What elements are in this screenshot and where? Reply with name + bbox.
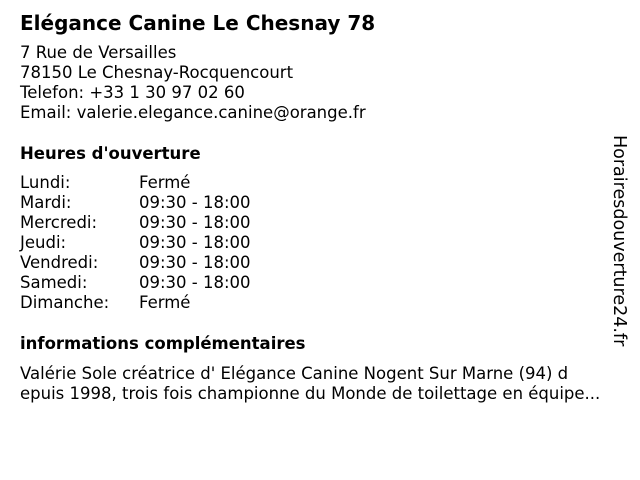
hours-heading: Heures d'ouverture bbox=[20, 144, 201, 163]
address-street: 7 Rue de Versailles bbox=[20, 43, 177, 62]
hours-time: 09:30 - 18:00 bbox=[139, 193, 251, 212]
hours-row-mercredi bbox=[20, 213, 320, 233]
hours-row-dimanche bbox=[20, 293, 320, 313]
hours-day: Mardi: bbox=[20, 193, 72, 212]
phone-number: Telefon: +33 1 30 97 02 60 bbox=[20, 83, 245, 102]
hours-row-jeudi bbox=[20, 233, 320, 253]
info-heading: informations complémentaires bbox=[20, 334, 306, 353]
hours-time: 09:30 - 18:00 bbox=[139, 233, 251, 252]
hours-row-vendredi bbox=[20, 253, 320, 273]
hours-row-samedi bbox=[20, 273, 320, 293]
hours-time: Fermé bbox=[139, 173, 191, 192]
email-address: Email: valerie.elegance.canine@orange.fr bbox=[20, 103, 366, 122]
contact-block bbox=[20, 43, 366, 123]
hours-row-mardi bbox=[20, 193, 320, 213]
hours-day: Lundi: bbox=[20, 173, 71, 192]
hours-time: 09:30 - 18:00 bbox=[139, 213, 251, 232]
site-watermark: Horairesdouverture24.fr bbox=[609, 135, 629, 347]
info-line-2: epuis 1998, trois fois championne du Monde de toilettage en équipe... bbox=[20, 384, 601, 403]
business-name: Elégance Canine Le Chesnay 78 bbox=[20, 11, 376, 35]
hours-day: Samedi: bbox=[20, 273, 88, 292]
hours-time: Fermé bbox=[139, 293, 191, 312]
hours-day: Vendredi: bbox=[20, 253, 99, 272]
info-description bbox=[20, 364, 600, 404]
hours-time: 09:30 - 18:00 bbox=[139, 253, 251, 272]
hours-table bbox=[20, 173, 320, 313]
hours-day: Dimanche: bbox=[20, 293, 110, 312]
hours-time: 09:30 - 18:00 bbox=[139, 273, 251, 292]
hours-day: Mercredi: bbox=[20, 213, 98, 232]
address-city: 78150 Le Chesnay-Rocquencourt bbox=[20, 63, 294, 82]
hours-day: Jeudi: bbox=[20, 233, 67, 252]
hours-row-lundi bbox=[20, 173, 320, 193]
info-line-1: Valérie Sole créatrice d' Elégance Canine Nogent Sur Marne (94) d bbox=[20, 364, 569, 383]
